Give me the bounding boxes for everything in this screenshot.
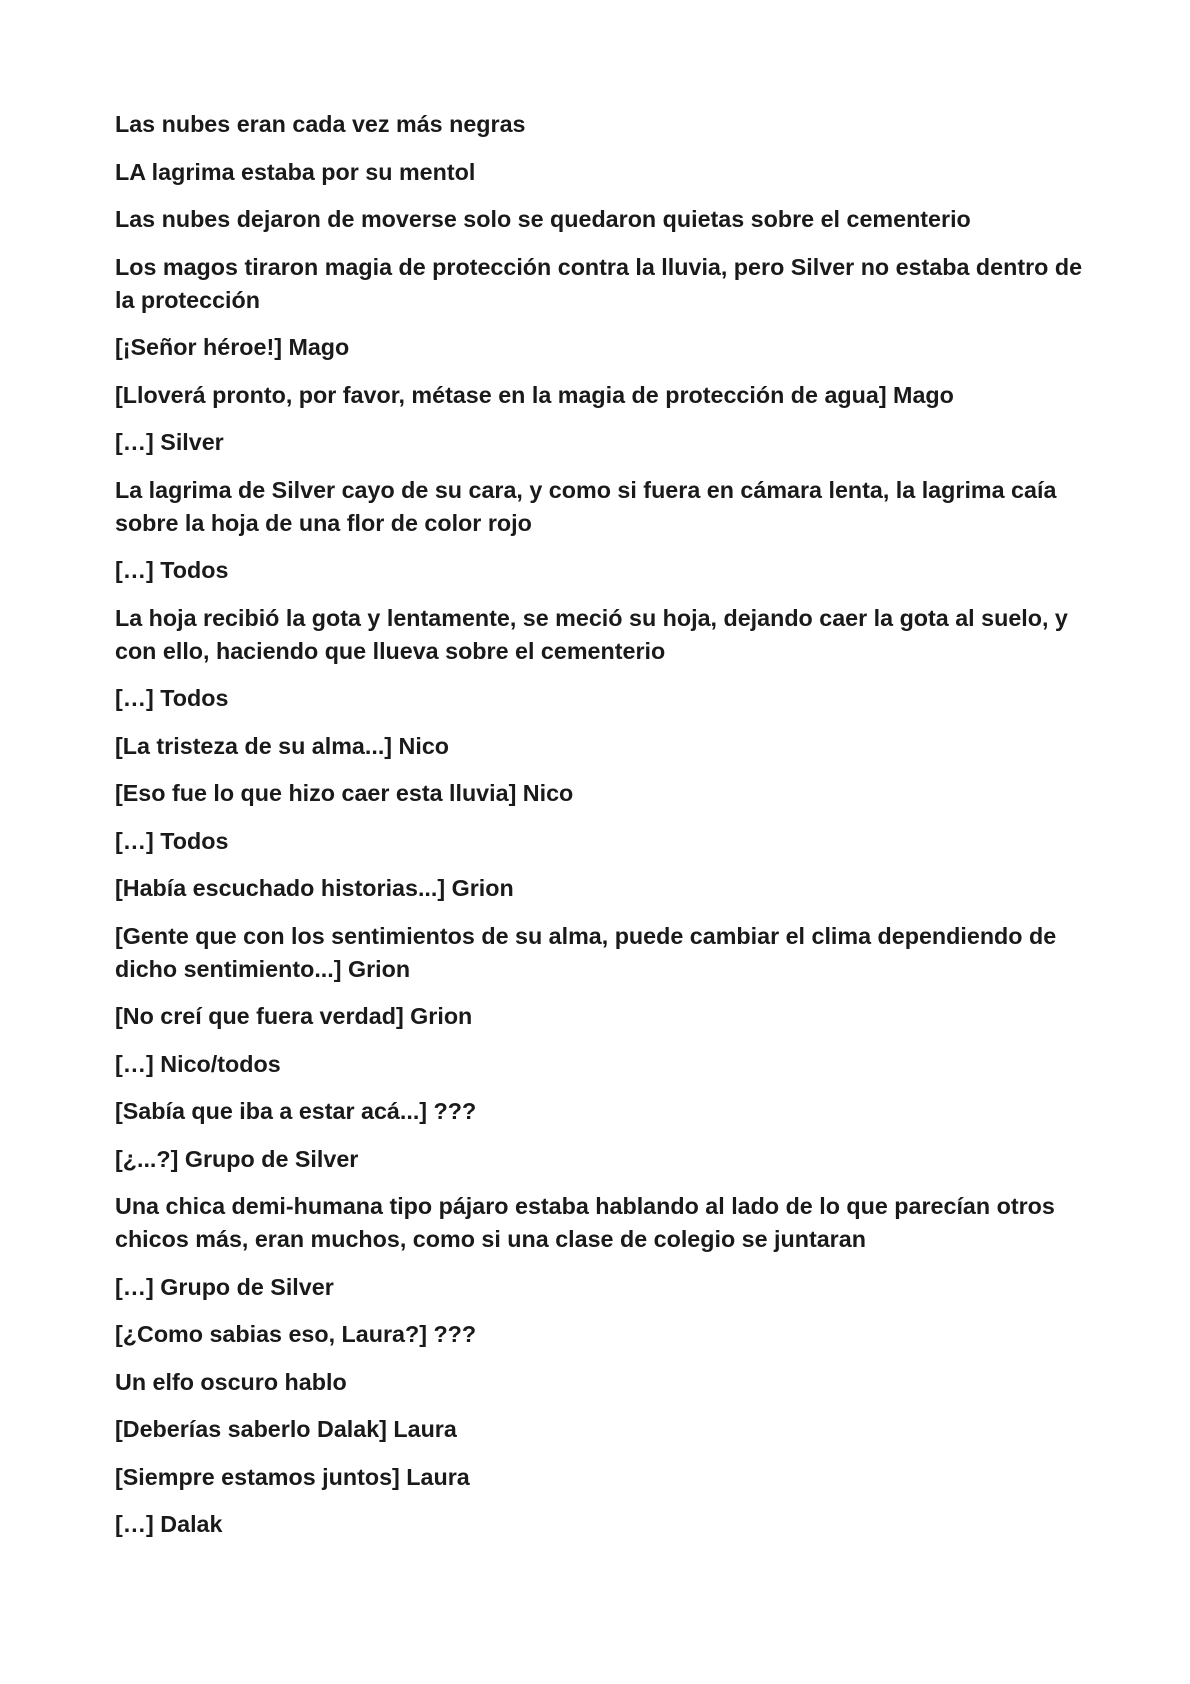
dialogue-line: […] Grupo de Silver (115, 1273, 334, 1300)
dialogue-line: [Eso fue lo que hizo caer esta lluvia] Nico (115, 780, 574, 806)
dialogue-line: [Gente que con los sentimientos de su alma, puede cambiar el clima dependiendo de dicho sentimiento...] Grion (115, 922, 1057, 982)
dialogue-line: [Lloverá pronto, por favor, métase en la magia de protección de agua] Mago (115, 381, 954, 408)
dialogue-line: […] Silver (115, 429, 224, 455)
narration-paragraph: Una chica demi-humana tipo pájaro estaba hablando al lado de lo que parecían otros chicos más, eran muchos, como si una clase de colegio se juntaran (115, 1193, 1055, 1252)
dialogue-line: [¿...?] Grupo de Silver (115, 1145, 359, 1172)
narration-paragraph: Las nubes eran cada vez más negras (115, 111, 526, 137)
dialogue-line: [No creí que fuera verdad] Grion (115, 1003, 473, 1029)
dialogue-line: […] Todos (115, 827, 229, 854)
narration-paragraph: Un elfo oscuro hablo (115, 1368, 347, 1395)
dialogue-line: [Siempre estamos juntos] Laura (115, 1463, 470, 1490)
dialogue-line: [Deberías saberlo Dalak] Laura (115, 1416, 457, 1442)
dialogue-line: [La tristeza de su alma...] Nico (115, 732, 450, 759)
dialogue-line: […] Dalak (115, 1511, 223, 1537)
narration-paragraph: La hoja recibió la gota y lentamente, se meció su hoja, dejando caer la gota al suelo, y con ello, haciendo que llueva sobre el cementerio (115, 604, 1068, 664)
dialogue-line: […] Todos (115, 685, 229, 711)
narration-paragraph: Las nubes dejaron de moverse solo se quedaron quietas sobre el cementerio (115, 206, 971, 232)
narration-paragraph: La lagrima de Silver cayo de su cara, y como si fuera en cámara lenta, la lagrima caía sobre la hoja de una flor de color rojo (115, 476, 1057, 536)
narration-paragraph: LA lagrima estaba por su mentol (115, 158, 476, 185)
dialogue-line: […] Nico/todos (115, 1050, 281, 1077)
dialogue-line: [Había escuchado historias...] Grion (115, 875, 514, 901)
dialogue-line: [Sabía que iba a estar acá...] ??? (115, 1098, 477, 1124)
narration-paragraph: Los magos tiraron magia de protección contra la lluvia, pero Silver no estaba dentro de la protección (115, 253, 1083, 313)
dialogue-line: [¡Señor héroe!] Mago (115, 334, 350, 360)
dialogue-line: […] Todos (115, 557, 229, 583)
document-body (115, 108, 1085, 1556)
dialogue-line: [¿Como sabias eso, Laura?] ??? (115, 1321, 477, 1347)
